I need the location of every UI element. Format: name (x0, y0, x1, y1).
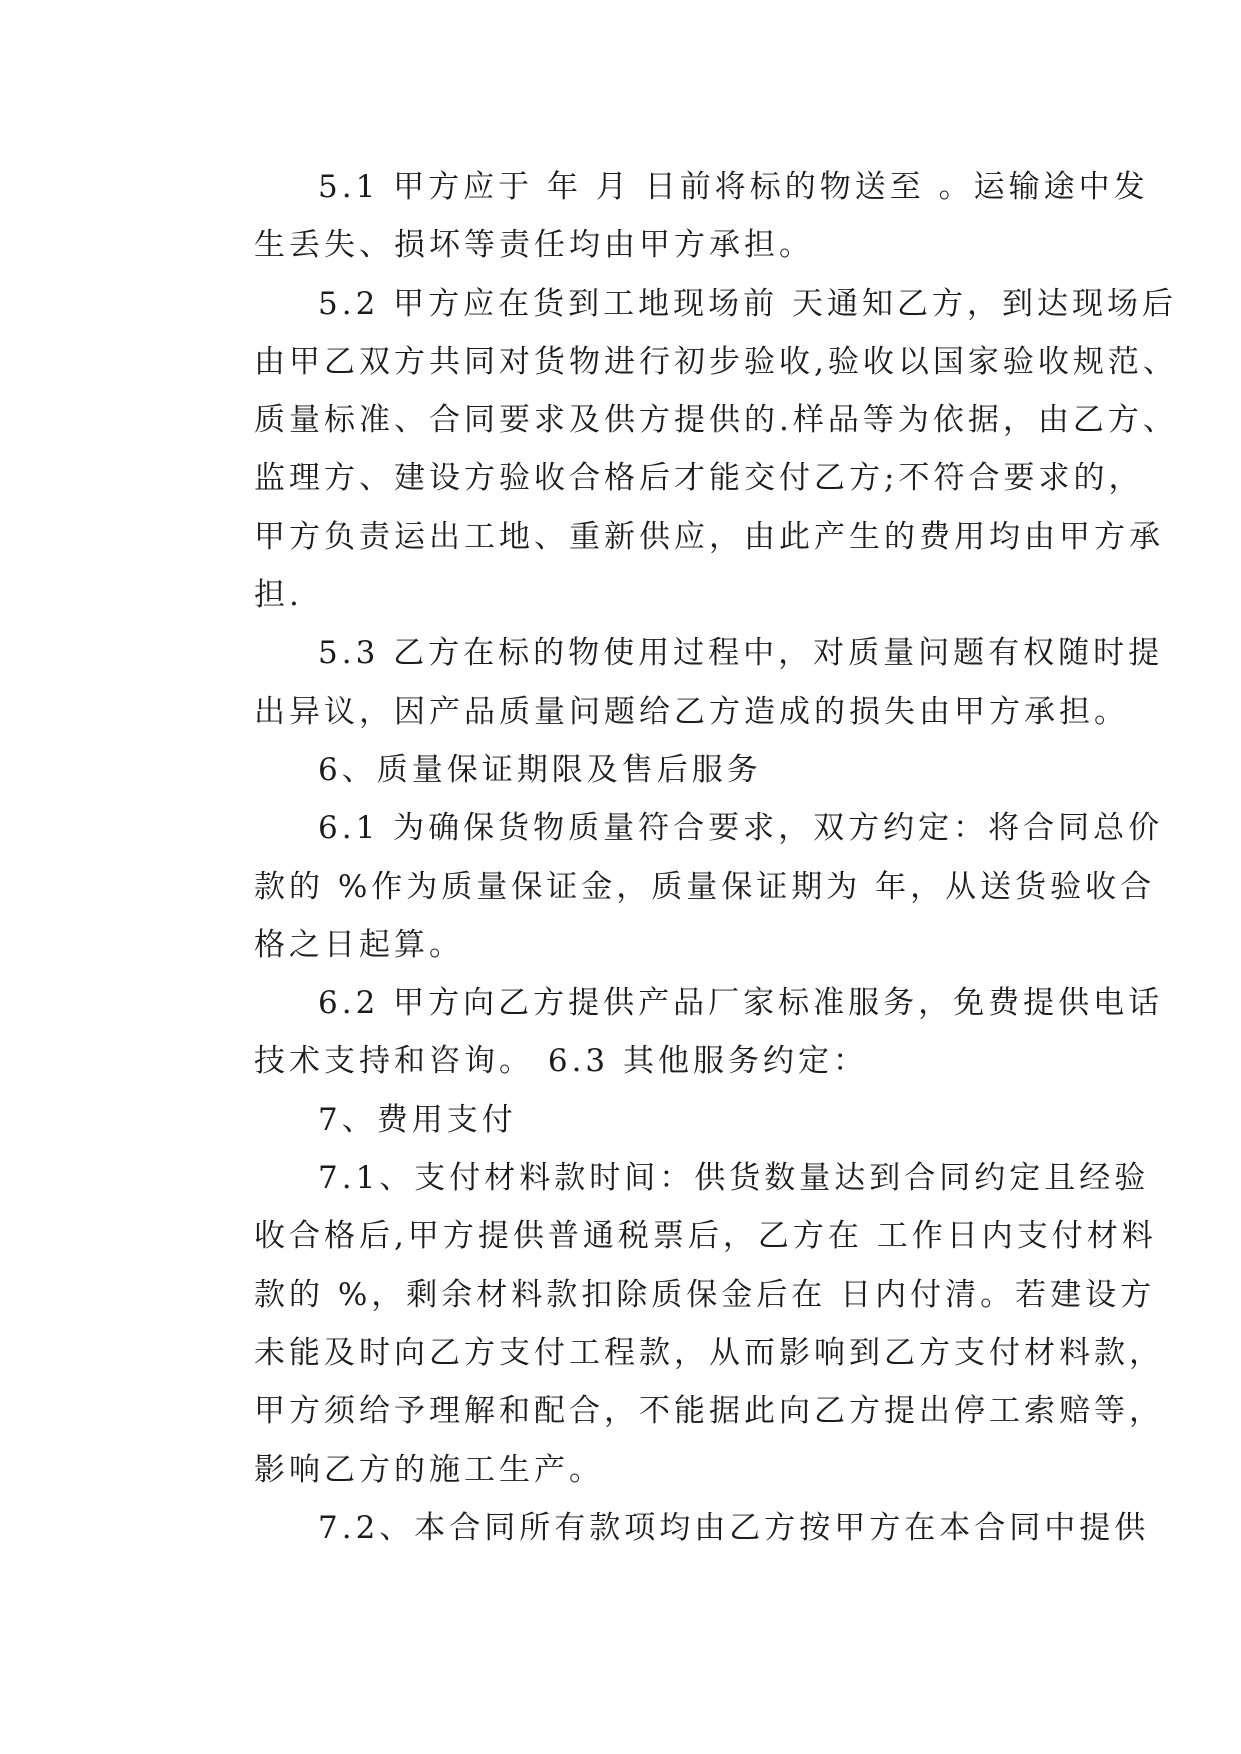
clause-7-1 (190, 1149, 1164, 1499)
clause-5-2 (190, 275, 1178, 625)
section-heading: 7、费用支付 (318, 1101, 517, 1138)
text-line: 6.1 为确保货物质量符合要求，双方约定：将合同总价 (318, 810, 1164, 847)
text-line: 监理方、建设方验收合格后才能交付乙方;不符合要求的， (254, 460, 1144, 497)
text-line: 未能及时向乙方支付工程款，从而影响到乙方支付材料款， (254, 1334, 1164, 1371)
text-line: 担. (254, 577, 303, 614)
clause-7-2 (190, 1499, 1150, 1557)
clause-5-3 (190, 624, 1164, 741)
section-heading: 6、质量保证期限及售后服务 (318, 751, 762, 788)
document-body (190, 158, 1178, 1557)
text-line: 5.3 乙方在标的物使用过程中，对质量问题有权随时提 (318, 635, 1164, 672)
text-line: 7.1、支付材料款时间：供货数量达到合同约定且经验 (318, 1160, 1150, 1197)
text-line: 5.2 甲方应在货到工地现场前 天通知乙方，到达现场后 (318, 285, 1178, 322)
clause-6-2 (190, 974, 1164, 1091)
section-6-heading (190, 741, 1060, 799)
text-line: 格之日起算。 (254, 926, 464, 963)
text-line: 甲方负责运出工地、重新供应，由此产生的费用均由甲方承 (254, 518, 1164, 555)
clause-6-1 (190, 799, 1164, 974)
text-line: 技术支持和咨询。 6.3 其他服务约定： (254, 1043, 869, 1080)
text-line: 影响乙方的施工生产。 (254, 1451, 604, 1488)
text-line: 质量标准、合同要求及供方提供的.样品等为依据，由乙方、 (254, 402, 1178, 439)
text-line: 款的 %，剩余材料款扣除质保金后在 日内付清。若建设方 (254, 1276, 1156, 1313)
text-line: 由甲乙双方共同对货物进行初步验收,验收以国家验收规范、 (254, 343, 1178, 380)
text-line: 出异议，因产品质量问题给乙方造成的损失由甲方承担。 (254, 693, 1129, 730)
text-line: 生丢失、损坏等责任均由甲方承担。 (254, 227, 814, 264)
text-line: 收合格后,甲方提供普通税票后，乙方在 工作日内支付材料 (254, 1218, 1157, 1255)
text-line: 款的 %作为质量保证金，质量保证期为 年，从送货验收合 (254, 868, 1156, 905)
text-line: 7.2、本合同所有款项均由乙方按甲方在本合同中提供 (318, 1509, 1150, 1546)
text-line: 5.1 甲方应于 年 月 日前将标的物送至 。运输途中发 (318, 169, 1149, 205)
section-7-heading (190, 1091, 1060, 1149)
text-line: 甲方须给予理解和配合，不能据此向乙方提出停工索赔等， (254, 1393, 1164, 1430)
text-line: 6.2 甲方向乙方提供产品厂家标准服务，免费提供电话 (318, 985, 1164, 1022)
clause-5-1 (190, 158, 1149, 275)
